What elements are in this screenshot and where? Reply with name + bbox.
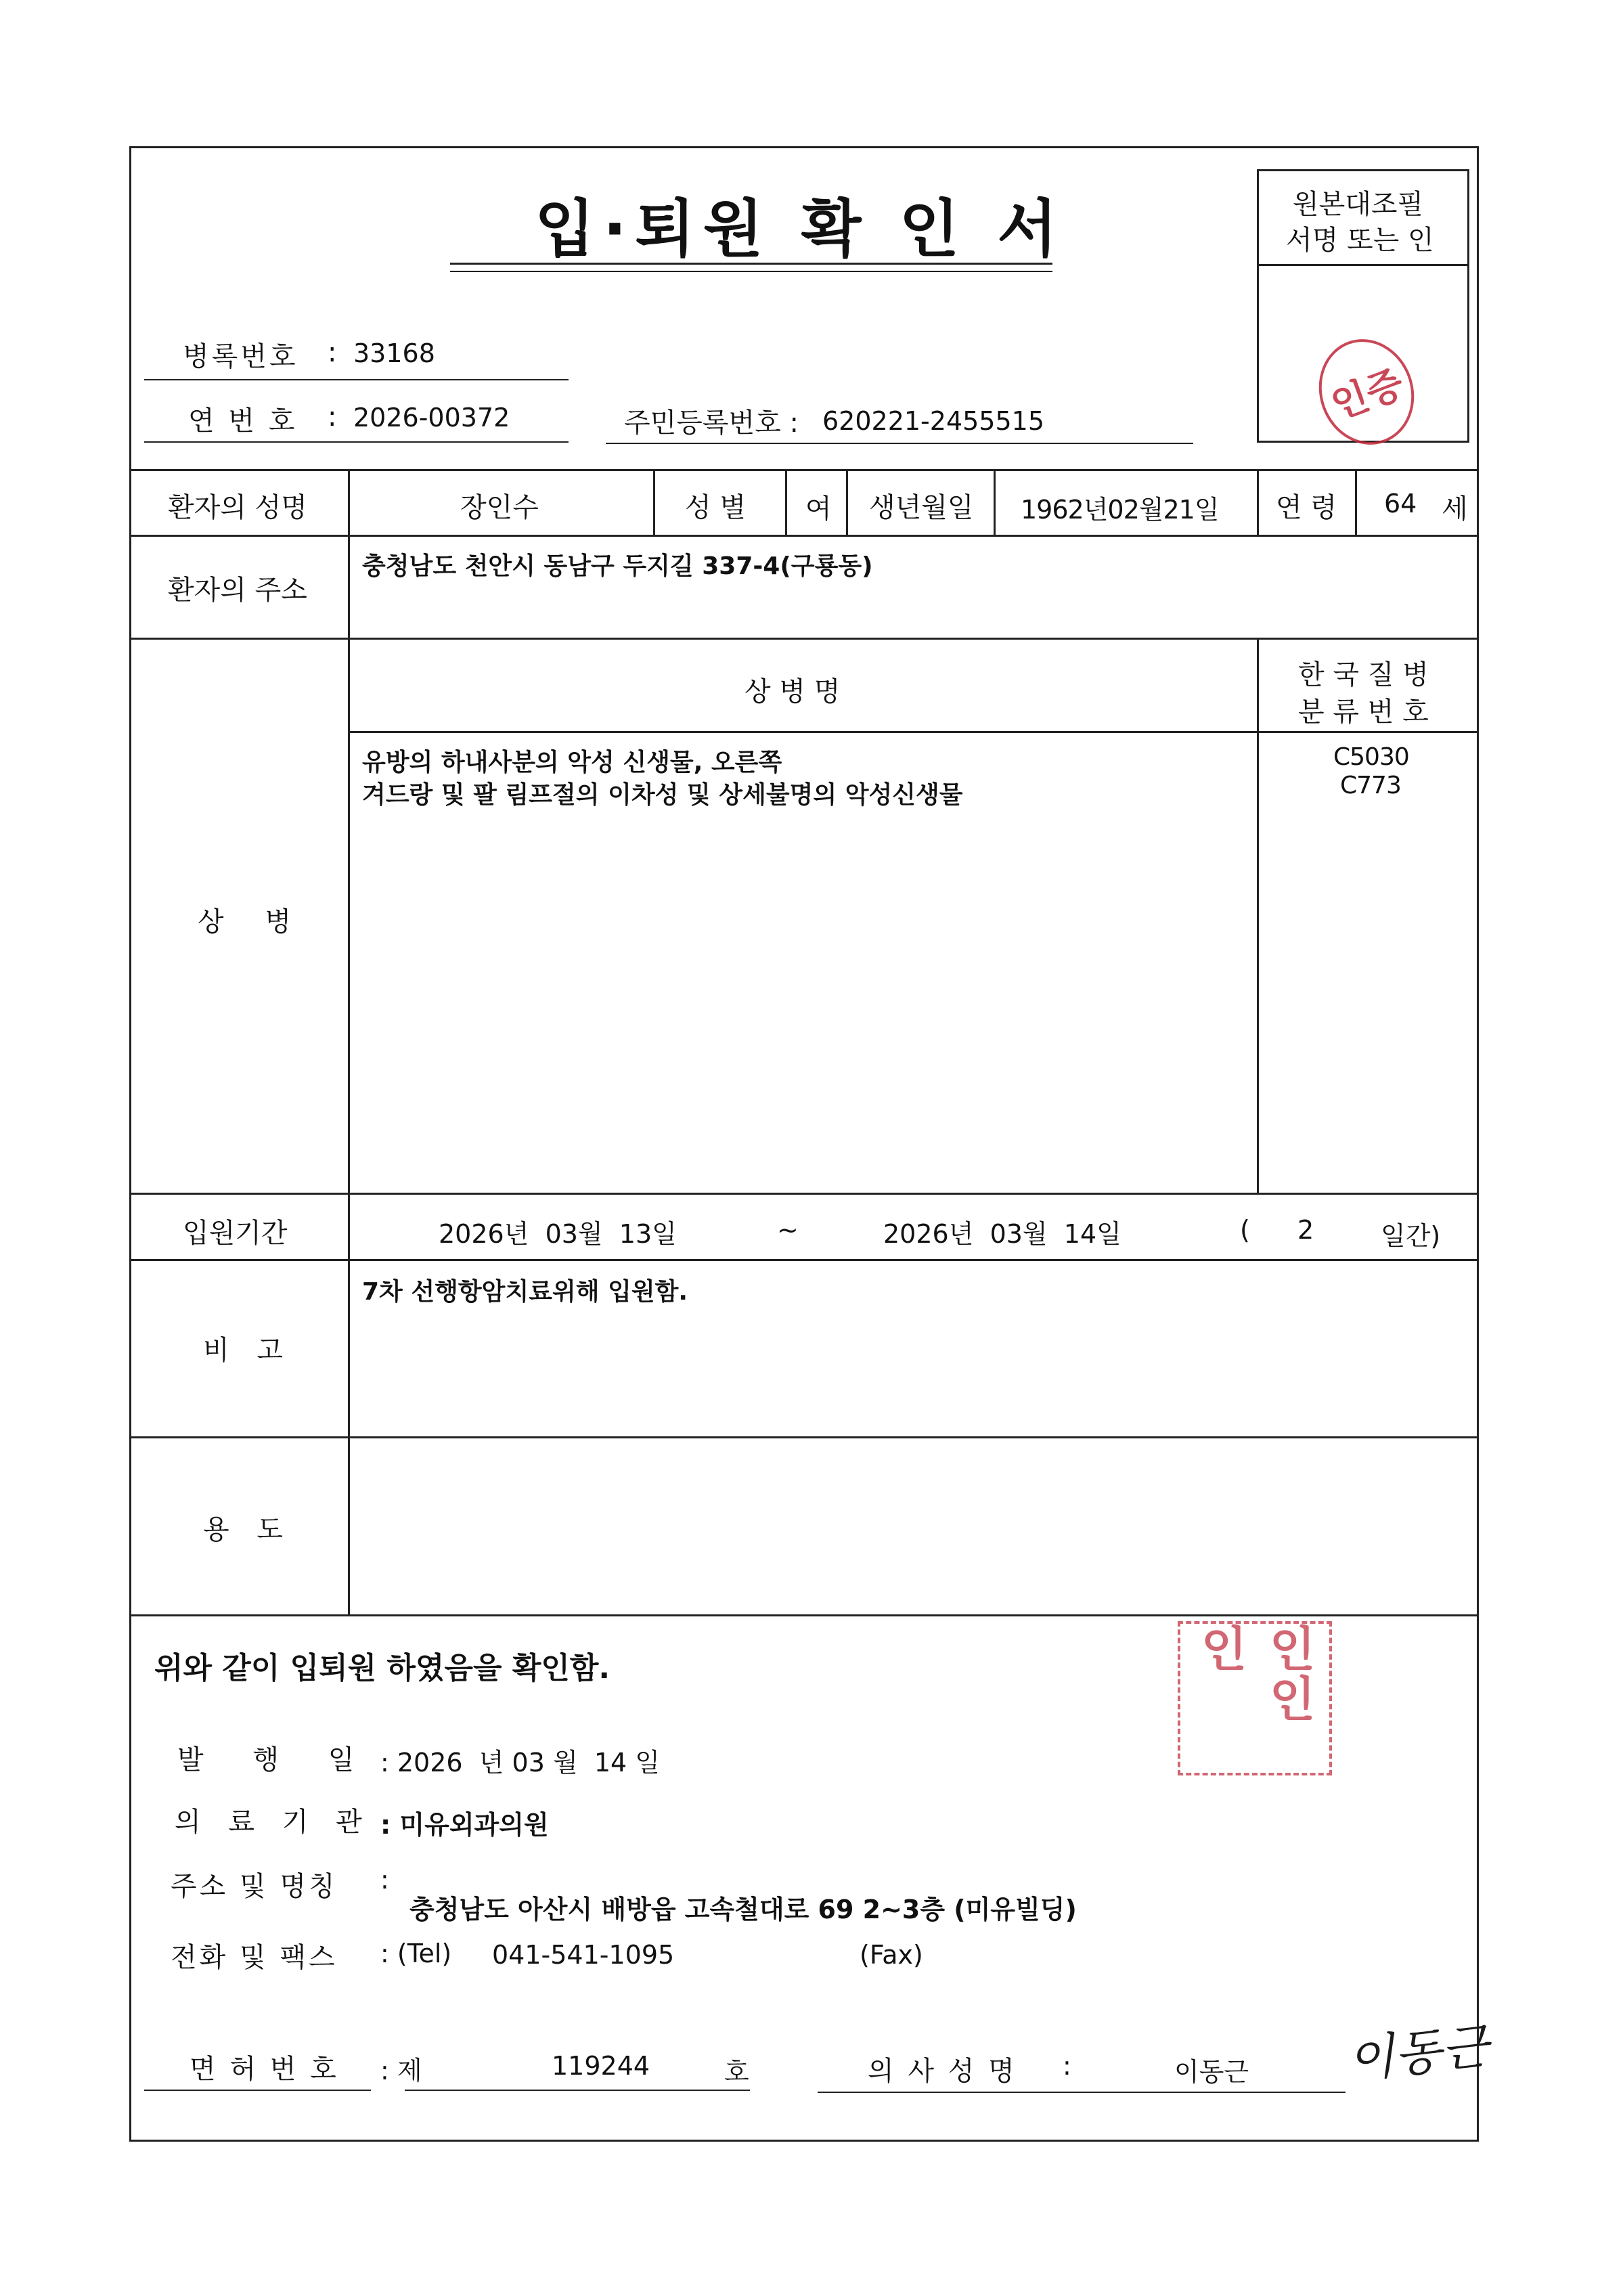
serial-no-colon: :	[328, 401, 337, 433]
patient-sex: 여	[805, 493, 832, 525]
patient-birth: 1962년02월21일	[1021, 495, 1219, 525]
row-line-1	[129, 535, 1479, 537]
record-no-underline	[144, 379, 569, 380]
license-label: 면 허 번 호	[190, 2054, 339, 2085]
table-top-line	[129, 469, 1479, 471]
admission-label: 입원기간	[183, 1218, 288, 1249]
resident-no-value: 620221-2455515	[822, 406, 1045, 436]
admission-start: 2026년 03월 13일	[439, 1219, 677, 1249]
doctor-signature: 이동근	[1344, 2017, 1492, 2089]
sex-value-divider	[846, 469, 848, 535]
title-underline-2	[450, 271, 1052, 272]
row-line-5	[129, 1436, 1479, 1438]
row-line-6	[129, 1614, 1479, 1616]
sex-label-divider	[785, 469, 787, 535]
diag-header-line	[348, 731, 1479, 733]
license-suffix: 호	[724, 2057, 749, 2087]
patient-age: 64	[1384, 489, 1417, 518]
doctor-label: 의 사 성 명	[868, 2056, 1017, 2087]
diagnosis-code-2: C773	[1340, 772, 1401, 799]
diagnosis-header: 상 병 명	[744, 676, 841, 707]
issue-date-label: 발 행 일	[177, 1744, 375, 1775]
patient-address: 충청남도 천안시 동남구 두지길 337-4(구룡동)	[362, 552, 873, 580]
institution-name: : 미유외과의원	[380, 1810, 549, 1840]
phone-label: 전화 및 팩스	[171, 1942, 338, 1973]
record-no-label: 병록번호	[183, 341, 298, 372]
address-label: 주소 및 명칭	[171, 1871, 338, 1902]
code-header-line2: 분 류 번 호	[1298, 697, 1429, 728]
stamp-box-divider	[1257, 264, 1469, 266]
tel-number: 041-541-1095	[492, 1940, 675, 1970]
institution-address: 충청남도 아산시 배방읍 고속철대로 69 2~3층 (미유빌딩)	[409, 1895, 1077, 1924]
document-frame	[129, 146, 1479, 2142]
tel-prefix: : (Tel)	[380, 1939, 452, 1968]
admission-days-unit: 일간)	[1381, 1221, 1441, 1251]
patient-name-label: 환자의 성명	[168, 492, 307, 523]
resident-no-label: 주민등록번호 :	[624, 407, 799, 439]
address-colon: :	[380, 1865, 389, 1895]
patient-birth-label: 생년월일	[869, 492, 974, 523]
fax-label: (Fax)	[860, 1940, 923, 1970]
license-prefix: : 제	[380, 2056, 422, 2085]
row-line-4	[129, 1259, 1479, 1261]
doctor-underline	[818, 2092, 1346, 2093]
birth-value-divider	[1257, 469, 1259, 535]
remarks-text: 7차 선행항암치료위해 입원함.	[362, 1278, 688, 1306]
institution-label: 의 료 기 관	[175, 1807, 372, 1838]
label-column-line	[348, 469, 350, 1614]
admission-tilde: ~	[777, 1215, 799, 1245]
diagnosis-line-1: 유방의 하내사분의 악성 신생물, 오른쪽	[362, 749, 782, 776]
serial-no-value: 2026-00372	[353, 403, 510, 433]
patient-age-unit: 세	[1442, 493, 1468, 525]
remarks-label: 비 고	[203, 1335, 292, 1366]
license-number-underline	[405, 2090, 750, 2091]
confirm-statement: 위와 같이 입퇴원 하였음을 확인함.	[154, 1651, 610, 1685]
doctor-colon: :	[1063, 2051, 1071, 2081]
resident-no-underline	[606, 443, 1193, 444]
record-no-colon: :	[328, 337, 337, 368]
serial-no-label: 연 번 호	[188, 405, 298, 437]
admission-days: 2	[1297, 1215, 1314, 1245]
birth-label-divider	[994, 469, 996, 535]
stamp-line2: 서명 또는 인	[1286, 225, 1434, 256]
stamp-seal-text: 인증	[1325, 361, 1410, 428]
serial-no-underline	[144, 441, 569, 443]
row-line-3	[129, 1193, 1479, 1195]
age-label-divider	[1355, 469, 1357, 535]
patient-sex-label: 성 별	[685, 492, 746, 523]
doctor-name: 이동근	[1174, 2057, 1249, 2087]
issue-date-value: : 2026 년 03 월 14 일	[380, 1748, 660, 1778]
license-number: 119244	[552, 2051, 650, 2081]
title-underline	[450, 263, 1052, 265]
purpose-label: 용 도	[203, 1514, 292, 1545]
code-column-line	[1257, 638, 1259, 1193]
admission-open-paren: (	[1240, 1215, 1250, 1245]
code-header-line1: 한 국 질 병	[1298, 659, 1429, 690]
record-no-value: 33168	[353, 338, 435, 368]
diagnosis-code-1: C5030	[1333, 743, 1409, 771]
diagnosis-line-2: 겨드랑 및 팔 림프절의 이차성 및 상세불명의 악성신생물	[362, 781, 963, 809]
admission-end: 2026년 03월 14일	[883, 1219, 1121, 1249]
institution-seal	[1178, 1621, 1332, 1775]
name-sex-divider	[653, 469, 655, 535]
patient-name: 장인수	[460, 492, 539, 523]
license-label-underline	[144, 2090, 371, 2091]
patient-address-label: 환자의 주소	[168, 575, 307, 606]
institution-seal-text: 인인인	[1193, 1624, 1316, 1724]
document-title: 입·퇴원 확 인 서	[535, 193, 1066, 265]
stamp-line1: 원본대조필	[1293, 189, 1424, 220]
diagnosis-section-label: 상 병	[198, 906, 307, 937]
patient-age-label: 연 령	[1276, 492, 1337, 523]
row-line-2	[129, 638, 1479, 640]
